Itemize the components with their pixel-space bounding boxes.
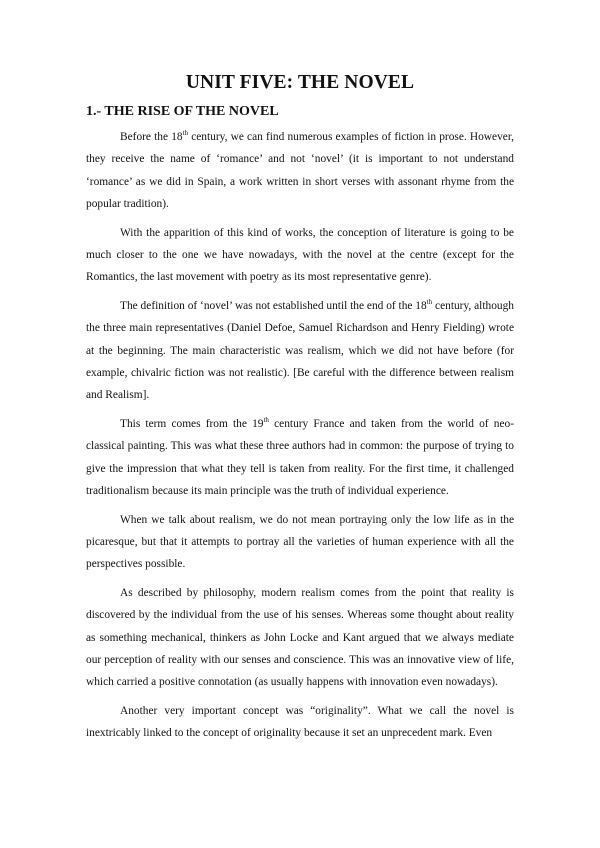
paragraph-7: [86, 700, 514, 745]
paragraph-text: century, although the three main representatives (Daniel Defoe, Samuel Richardson and Henry Fielding) wrote at the beginning. The main characteristic was realism, which we did not have before (for example, chivalric fiction was not realistic). [Be careful with the difference between realism and Realism].: [86, 299, 514, 402]
page-title: UNIT FIVE: THE NOVEL: [185, 72, 415, 93]
ordinal-suffix: th: [263, 415, 269, 424]
paragraph-text: The definition of ‘novel’ was not established until the end of the 18: [120, 299, 427, 312]
paragraph-text: Before the 18: [120, 131, 183, 143]
paragraph-text: When we talk about realism, we do not mean portraying only the low life as in the picaresque, but that it attempts to portray all the varieties of human experience with all the perspectives possible.: [86, 513, 514, 571]
paragraph-3: [86, 295, 514, 407]
paragraph-6: [86, 582, 514, 694]
ordinal-suffix: th: [182, 129, 189, 137]
paragraph-text: century France and taken from the world of neo-classical painting. This was what these three authors had in common: the purpose of trying to give the impression that what they tell is taken from reality. For the first time, it challenged traditionalism because its main principle was the truth of individual experience.: [86, 417, 514, 498]
paragraph-text: This term comes from the 19: [120, 417, 264, 430]
section-heading: 1.- THE RISE OF THE NOVEL: [86, 104, 279, 119]
paragraph-5: [86, 509, 514, 576]
body-text: [86, 126, 514, 751]
paragraph-text: With the apparition of this kind of works, the conception of literature is going to be much closer to the one we have nowadays, with the novel at the centre (except for the Romantics, the last movement with poetry as its most representative genre).: [86, 226, 514, 284]
paragraph-1: [86, 126, 514, 216]
paragraph-text: century, we can find numerous examples of fiction in prose. However, they receive the name of ‘romance’ and not ‘novel’ (it is important to not understand ‘romance’ as we did in Spain, a work written in short verses with assonant rhyme from the popular tradition).: [86, 131, 515, 211]
paragraph-text: As described by philosophy, modern realism comes from the point that reality is discovered by the individual from the use of his senses. Whereas some thought about reality as something mechanical, thinkers as John Locke and Kant argued that we always mediate our perception of reality with our senses and conscience. This was an innovative view of life, which carried a positive connotation (as usually happens with innovation even nowadays).: [86, 586, 514, 689]
paragraph-text: Another very important concept was “originality”. What we call the novel is inextricably linked to the concept of originality because it set an unprecedent mark. Even: [86, 704, 514, 740]
paragraph-2: [86, 222, 514, 289]
paragraph-4: [86, 413, 514, 503]
ordinal-suffix: th: [426, 297, 433, 306]
